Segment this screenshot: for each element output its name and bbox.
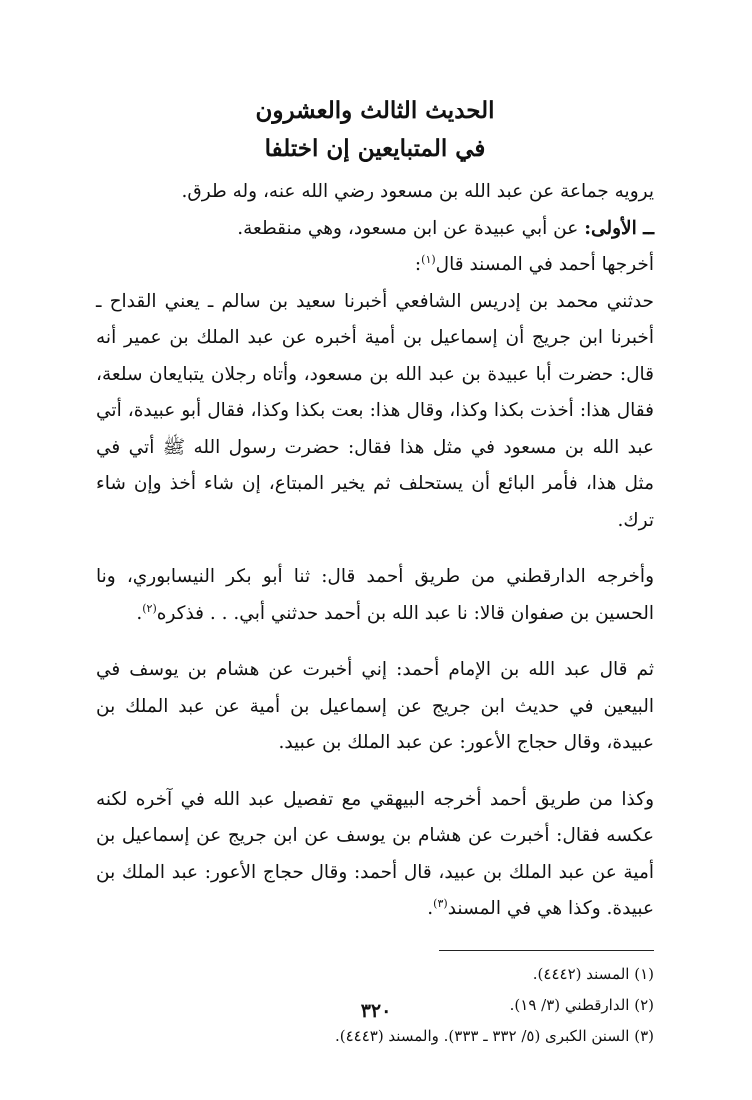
- ahmad-paragraph: [96, 247, 654, 284]
- footnote-2: (٢) الدارقطني (٣/ ١٩).: [509, 995, 654, 1014]
- abdullah-paragraph: ثم قال عبد الله بن الإمام أحمد: إني أخبرت عن هشام بن يوسف في البيعين في حديث ابن جريج عن إسماعيل بن أمية عن عبد الملك بن عبيدة، وقال حجاج الأعور: عن عبد الملك بن عبيد.: [96, 659, 654, 753]
- footnote-1: (١) المسند (٤٤٤٢).: [532, 964, 654, 983]
- first-route-text: عن أبي عبيدة عن ابن مسعود، وهي منقطعة.: [237, 217, 579, 239]
- ahmad-tail: :: [414, 254, 422, 275]
- daraqutni-text: وأخرجه الدارقطني من طريق أحمد قال: ثنا أبو بكر النيسابوري، ونا الحسين بن صفوان قالا: نا عبد الله بن أحمد حدثني أبي. . . فذكره: [96, 566, 654, 624]
- bayhaqi-paragraph: [96, 782, 654, 928]
- footnote-ref-1: (١): [421, 252, 436, 266]
- bayhaqi-text: وكذا من طريق أحمد أخرجه البيهقي مع تفصيل عبد الله في آخره لكنه عكسه فقال: أخبرت عن هشام بن يوسف عن ابن جريج عن إسماعيل بن أمية عن عبد الملك بن عبيد، قال أحمد: وقال حجاج الأعور: عبد الملك بن عبيدة. وكذا هي في المسند: [96, 788, 654, 919]
- page-number: ٣٢٠: [360, 1000, 392, 1022]
- daraqutni-tail: .: [136, 602, 143, 624]
- first-route-paragraph: [96, 211, 654, 248]
- hadith-title: الحديث الثالث والعشرون: [255, 97, 495, 124]
- first-route-label: ــ الأولى:: [584, 217, 654, 239]
- bayhaqi-tail: .: [427, 898, 434, 919]
- hadith-paragraph: حدثني محمد بن إدريس الشافعي أخبرنا سعيد بن سالم ـ يعني القداح ـ أخبرنا ابن جريج أن إسماعيل بن أمية أخبره عن عبد الملك بن عمير أنه قال: حضرت أبا عبيدة بن عبد الله بن مسعود، وأتاه رجلان يتبايعان سلعة، فقال هذا: أخذت بكذا وكذا، وقال هذا: بعت بكذا وكذا، فقال أبو عبيدة، أتي عبد الله بن مسعود في مثل هذا فقال: حضرت رسول الله ﷺ أتي في مثل هذا، فأمر البائع أن يستحلف ثم يخير المبتاع، إن شاء أخذ وإن شاء ترك.: [96, 290, 654, 531]
- daraqutni-paragraph: [96, 559, 654, 632]
- hadith-subtitle: في المتبايعين إن اختلفا: [264, 135, 486, 162]
- footnote-divider: [439, 950, 654, 951]
- ahmad-text: أخرجها أحمد في المسند قال: [435, 254, 654, 275]
- footnote-ref-3: (٣): [433, 896, 448, 910]
- footnote-3: (٣) السنن الكبرى (٥/ ٣٣٢ ـ ٣٣٣). والمسند (٤٤٤٣).: [334, 1026, 654, 1045]
- footnote-ref-2: (٢): [142, 601, 157, 615]
- intro-paragraph: يرويه جماعة عن عبد الله بن مسعود رضي الله عنه، وله طرق.: [181, 181, 654, 202]
